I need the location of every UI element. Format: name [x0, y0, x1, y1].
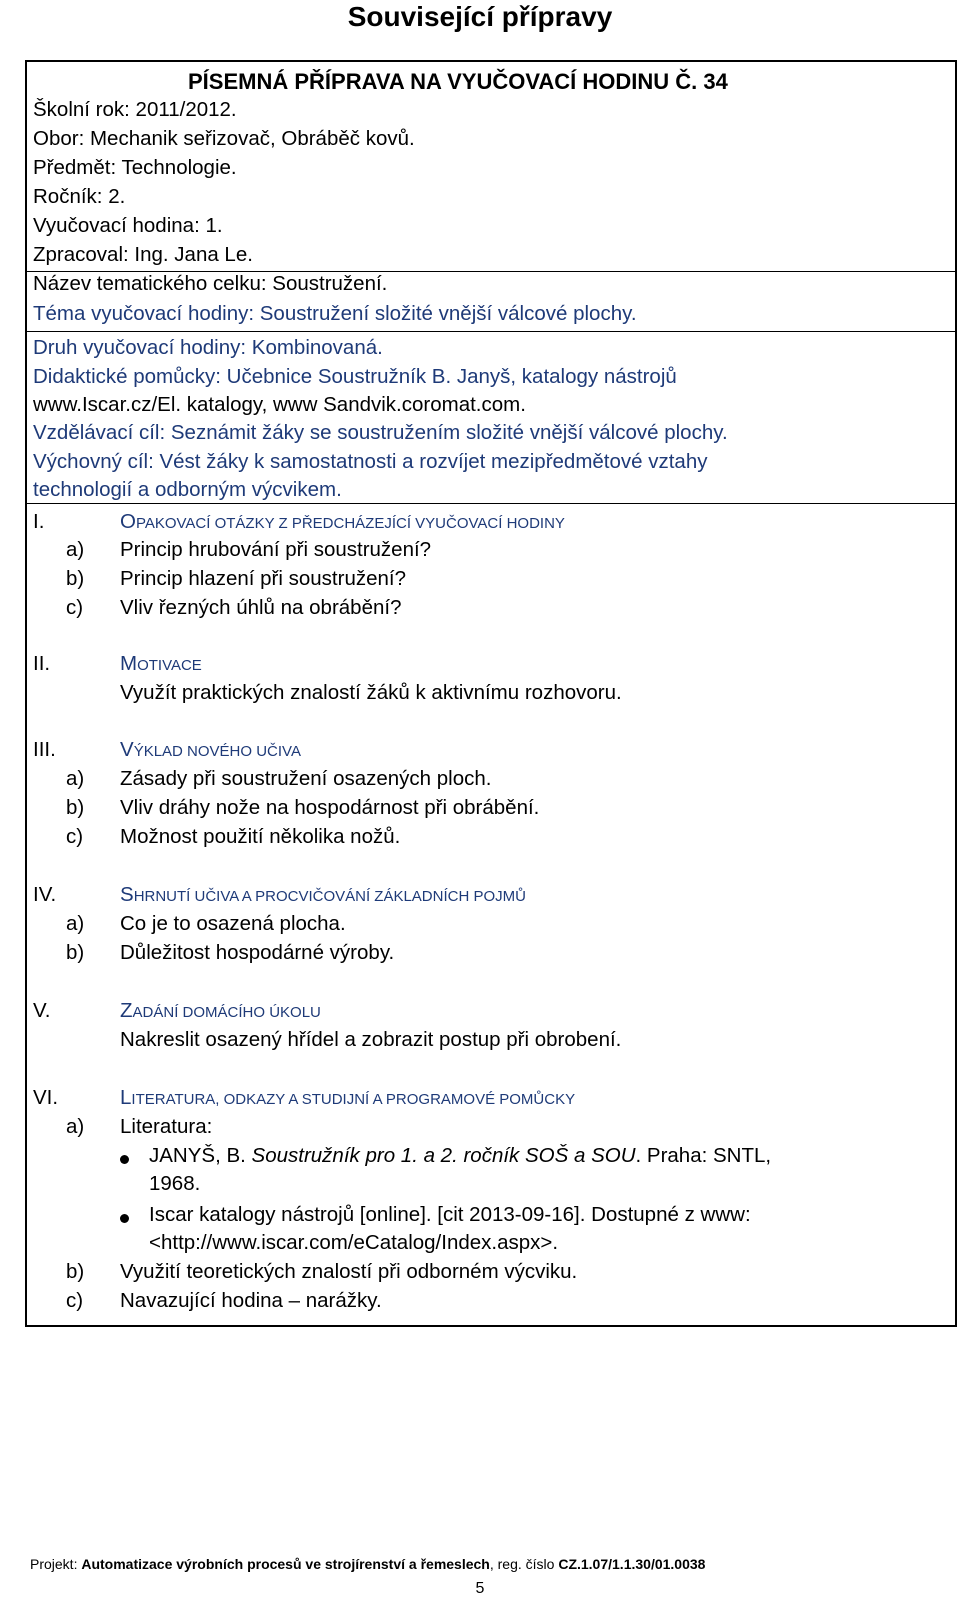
section-title: VÝKLAD NOVÉHO UČIVA — [120, 738, 301, 761]
bullet-icon — [120, 1155, 129, 1164]
section-title: SHRNUTÍ UČIVA A PROCVIČOVÁNÍ ZÁKLADNÍCH POJMŮ — [120, 883, 526, 906]
field-of-study: Obor: Mechanik seřizovač, Obráběč kovů. — [33, 127, 415, 150]
lesson-heading: PÍSEMNÁ PŘÍPRAVA NA VYUČOVACÍ HODINU Č. 34 — [188, 69, 728, 94]
item-letter: c) — [66, 1289, 84, 1312]
section-title: OPAKOVACÍ OTÁZKY Z PŘEDCHÁZEJÍCÍ VYUČOVACÍ HODINY — [120, 510, 565, 533]
bullet-icon — [120, 1214, 129, 1223]
item-letter: a) — [66, 538, 85, 561]
section-text: Využít praktických znalostí žáků k aktivnímu rozhovoru. — [120, 681, 622, 704]
section-number: IV. — [33, 883, 57, 906]
teaching-aids: Didaktické pomůcky: Učebnice Soustružník B. Janyš, katalogy nástrojů — [33, 365, 677, 388]
item-letter: b) — [66, 941, 85, 964]
section-number: V. — [33, 999, 51, 1022]
list-item: Možnost použití několika nožů. — [120, 825, 401, 848]
list-item: Využití teoretických znalostí při odborném výcviku. — [120, 1260, 578, 1283]
educational-goal: Vzdělávací cíl: Seznámit žáky se soustružením složité vnější válcové plochy. — [33, 421, 728, 444]
page-number: 5 — [475, 1580, 485, 1597]
section-text: Nakreslit osazený hřídel a zobrazit postup při obrobení. — [120, 1028, 622, 1051]
item-letter: c) — [66, 825, 84, 848]
school-year: Školní rok: 2011/2012. — [33, 98, 237, 121]
list-item: Princip hlazení při soustružení? — [120, 567, 407, 590]
list-item: Literatura: — [120, 1115, 213, 1138]
section-number: VI. — [33, 1086, 59, 1109]
teaching-aids-links: www.Iscar.cz/El. katalogy, www Sandvik.coromat.com. — [33, 393, 526, 416]
page-title: Související přípravy — [347, 1, 613, 32]
item-letter: b) — [66, 1260, 85, 1283]
item-letter: b) — [66, 567, 85, 590]
list-item: Navazující hodina – narážky. — [120, 1289, 382, 1312]
list-item: Co je to osazená plocha. — [120, 912, 346, 935]
unit-name: Název tematického celku: Soustružení. — [33, 272, 388, 295]
lesson-type: Druh vyučovací hodiny: Kombinovaná. — [33, 336, 383, 359]
reference: JANYŠ, B. Soustružník pro 1. a 2. ročník SOŠ a SOU. Praha: SNTL, — [149, 1144, 772, 1167]
section-title: LITERATURA, ODKAZY A STUDIJNÍ A PROGRAMOVÉ POMŮCKY — [120, 1086, 576, 1109]
section-number: III. — [33, 738, 56, 761]
reference-url: <http://www.iscar.com/eCatalog/Index.aspx>. — [149, 1231, 559, 1254]
lesson-number: Vyučovací hodina: 1. — [33, 214, 223, 237]
list-item: Princip hrubování při soustružení? — [120, 538, 432, 561]
page-footer: Projekt: Automatizace výrobních procesů ve strojírenství a řemeslech, reg. číslo CZ.1.07/1.1.30/01.0038 — [30, 1556, 706, 1572]
reference: Iscar katalogy nástrojů [online]. [cit 2013-09-16]. Dostupné z www: — [149, 1203, 751, 1226]
section-title: MOTIVACE — [120, 652, 202, 675]
divider — [25, 331, 957, 332]
list-item: Vliv řezných úhlů na obrábění? — [120, 596, 402, 619]
section-number: I. — [33, 510, 45, 533]
lesson-topic: Téma vyučovací hodiny: Soustružení složité vnější válcové plochy. — [33, 302, 637, 325]
pedagogical-goal: Výchovný cíl: Vést žáky k samostatnosti a rozvíjet mezipředmětové vztahy — [33, 450, 708, 473]
reference-continued: 1968. — [149, 1172, 201, 1195]
section-number: II. — [33, 652, 51, 675]
item-letter: a) — [66, 1115, 85, 1138]
subject: Předmět: Technologie. — [33, 156, 237, 179]
item-letter: c) — [66, 596, 84, 619]
item-letter: a) — [66, 912, 85, 935]
list-item: Vliv dráhy nože na hospodárnost při obrábění. — [120, 796, 540, 819]
item-letter: a) — [66, 767, 85, 790]
list-item: Zásady při soustružení osazených ploch. — [120, 767, 492, 790]
item-letter: b) — [66, 796, 85, 819]
pedagogical-goal-continued: technologií a odborným výcvikem. — [33, 478, 342, 501]
list-item: Důležitost hospodárné výroby. — [120, 941, 395, 964]
author: Zpracoval: Ing. Jana Le. — [33, 243, 253, 266]
divider — [25, 503, 957, 504]
grade: Ročník: 2. — [33, 185, 126, 208]
section-title: ZADÁNÍ DOMÁCÍHO ÚKOLU — [120, 999, 321, 1022]
